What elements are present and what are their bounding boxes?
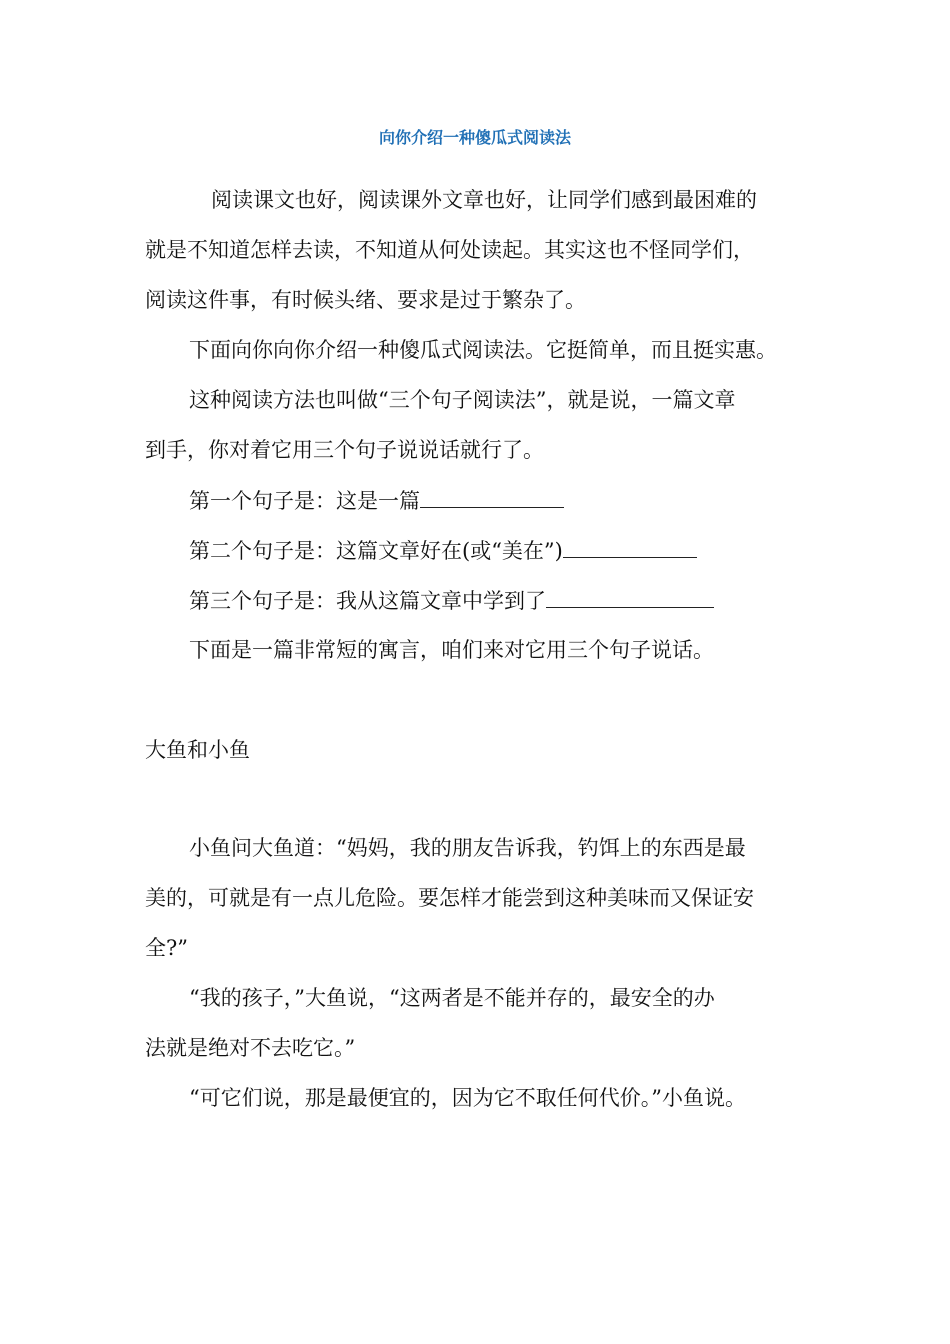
sentence-three-text: 第三个句子是：我从这篇文章中学到了 <box>189 589 546 613</box>
sentence-one <box>189 485 564 516</box>
sentence-two-text: 第二个句子是：这篇文章好在(或“美在”) <box>189 539 563 563</box>
sentence-one-text: 第一个句子是：这是一篇 <box>189 489 420 513</box>
sentence-three <box>189 585 714 616</box>
intro-line-3: 阅读这件事，有时候头绪、要求是过于繁杂了。 <box>145 288 586 312</box>
fable-paragraph-1-line-1: 小鱼问大鱼道：“妈妈，我的朋友告诉我，钓饵上的东西是最 <box>189 836 746 860</box>
sentence-two <box>189 535 697 566</box>
sentence-one-blank <box>420 485 564 508</box>
fable-paragraph-2-line-1: “我的孩子，”大鱼说，“这两者是不能并存的，最安全的办 <box>189 986 715 1010</box>
document-title: 向你介绍一种傻瓜式阅读法 <box>378 128 571 147</box>
paragraph-fable-lead: 下面是一篇非常短的寓言，咱们来对它用三个句子说话。 <box>189 638 714 662</box>
paragraph-method-desc-line-2: 到手，你对着它用三个句子说说话就行了。 <box>145 438 544 462</box>
fable-paragraph-2-line-2: 法就是绝对不去吃它。” <box>145 1036 356 1060</box>
sentence-two-blank <box>563 535 697 558</box>
intro-line-1: 阅读课文也好，阅读课外文章也好，让同学们感到最困难的 <box>211 188 757 212</box>
fable-paragraph-1-line-2: 美的，可就是有一点儿危险。要怎样才能尝到这种美味而又保证安 <box>145 886 754 910</box>
intro-line-2: 就是不知道怎样去读，不知道从何处读起。其实这也不怪同学们， <box>145 238 754 262</box>
paragraph-method-desc-line-1: 这种阅读方法也叫做“三个句子阅读法”，就是说，一篇文章 <box>189 388 736 412</box>
paragraph-method-intro: 下面向你向你介绍一种傻瓜式阅读法。它挺简单，而且挺实惠。 <box>189 338 777 362</box>
sentence-three-blank <box>546 585 714 608</box>
fable-paragraph-3: “可它们说，那是最便宜的，因为它不取任何代价。”小鱼说。 <box>189 1086 746 1110</box>
fable-paragraph-1-line-3: 全?” <box>145 936 188 960</box>
fable-title: 大鱼和小鱼 <box>145 738 250 762</box>
